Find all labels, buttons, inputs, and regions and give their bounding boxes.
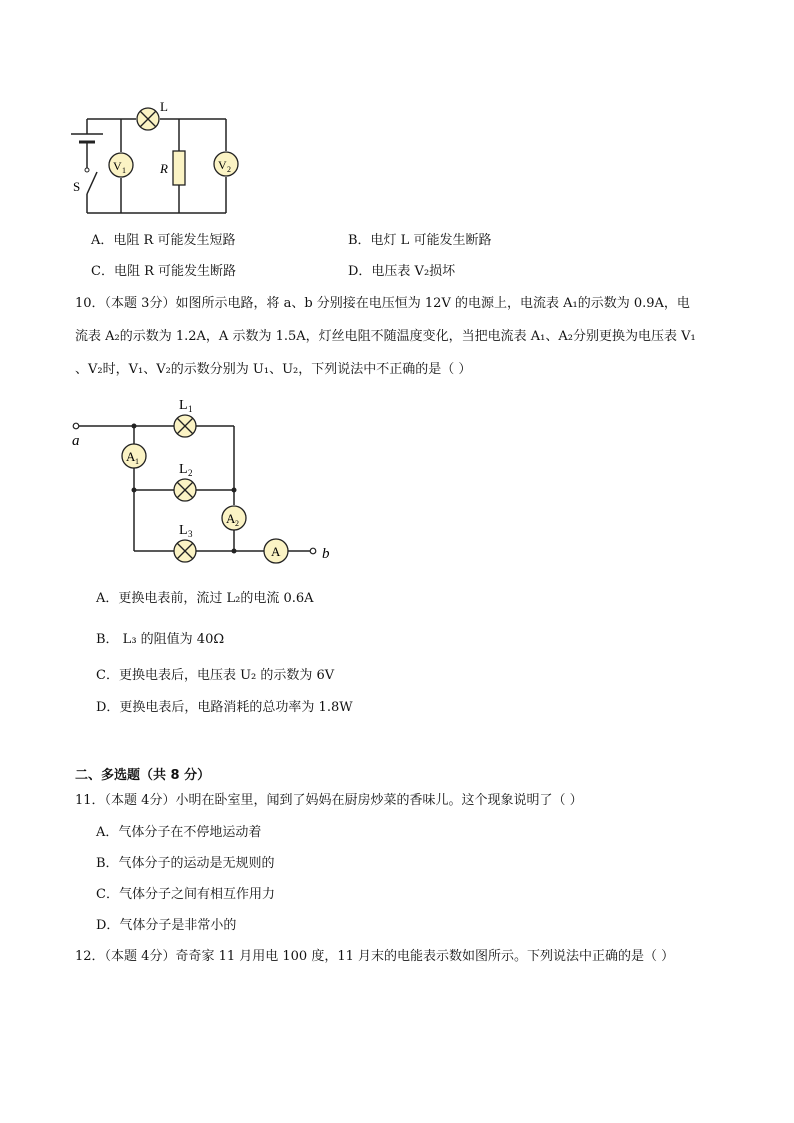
svg-text:2: 2 (227, 165, 231, 174)
q10-stem-line2: 流表 A₂的示数为 1.2A，A 示数为 1.5A，灯丝电阻不随温度变化，当把电流表 A₁、A₂分别更换为电压表 V₁ (75, 329, 696, 344)
svg-text:1: 1 (122, 166, 126, 175)
q10-option-c: C．更换电表后，电压表 U₂ 的示数为 6V (96, 668, 335, 683)
circuit-diagram-1 (60, 92, 250, 222)
svg-text:1: 1 (188, 404, 193, 414)
section-title-multiple-choice: 二、多选题（共 8 分） (75, 768, 211, 783)
ammeter-a2 (222, 506, 246, 530)
svg-text:A: A (271, 544, 281, 559)
q10-option-d: D．更换电表后，电路消耗的总功率为 1.8W (96, 700, 353, 715)
terminal-a (73, 423, 79, 429)
terminal-a-label: a (72, 433, 80, 449)
svg-text:3: 3 (188, 529, 193, 539)
q9-option-c: C．电阻 R 可能发生断路 (91, 264, 236, 279)
svg-text:1: 1 (135, 457, 139, 466)
q10-stem-line1: 10．（本题 3分）如图所示电路，将 a、b 分别接在电压恒为 12V 的电源上，电流表 A₁的示数为 0.9A，电 (75, 296, 690, 311)
ammeter-a1 (122, 444, 146, 468)
resistor-label: R (160, 161, 168, 176)
svg-text:2: 2 (188, 468, 193, 478)
switch-label: S (73, 179, 81, 194)
q9-option-a: A．电阻 R 可能发生短路 (91, 233, 236, 248)
svg-text:2: 2 (235, 519, 239, 528)
q11-option-d: D．气体分子是非常小的 (96, 918, 237, 933)
q12-stem: 12．（本题 4分）奇奇家 11 月用电 100 度，11 月末的电能表示数如图所示。下列说法中正确的是（ ） (75, 949, 675, 964)
svg-text:V: V (113, 159, 122, 173)
voltmeter-v1 (109, 153, 133, 177)
svg-text:A: A (226, 511, 236, 526)
terminal-b-label: b (322, 546, 330, 562)
q10-stem-line3: 、V₂时，V₁、V₂的示数分别为 U₁、U₂，下列说法中不正确的是（ ） (75, 362, 472, 377)
q9-option-d: D．电压表 V₂损坏 (348, 264, 456, 279)
svg-text:V: V (218, 158, 227, 172)
lamp-l1 (174, 415, 196, 437)
svg-text:A: A (126, 449, 136, 464)
svg-text:L: L (179, 398, 188, 413)
q11-option-c: C．气体分子之间有相互作用力 (96, 887, 275, 902)
lamp-l3 (174, 540, 196, 562)
lamp-label: L (160, 99, 168, 114)
q11-stem: 11．（本题 4分）小明在卧室里，闻到了妈妈在厨房炒菜的香味儿。这个现象说明了（ ） (75, 793, 583, 808)
q10-option-a: A．更换电表前，流过 L₂的电流 0.6A (96, 591, 314, 606)
resistor-r (173, 151, 185, 185)
q11-option-b: B．气体分子的运动是无规则的 (96, 856, 275, 871)
circuit-diagram-2 (68, 392, 338, 567)
q9-option-b: B．电灯 L 可能发生断路 (348, 233, 492, 248)
terminal-b (310, 548, 316, 554)
svg-text:L: L (179, 462, 188, 477)
q10-option-b: B． L₃ 的阻值为 40Ω (96, 632, 225, 647)
q11-option-a: A．气体分子在不停地运动着 (96, 825, 262, 840)
ammeter-a (264, 539, 288, 563)
lamp-l2 (174, 479, 196, 501)
voltmeter-v2 (214, 152, 238, 176)
lamp-l (137, 108, 159, 130)
svg-text:L: L (179, 523, 188, 538)
